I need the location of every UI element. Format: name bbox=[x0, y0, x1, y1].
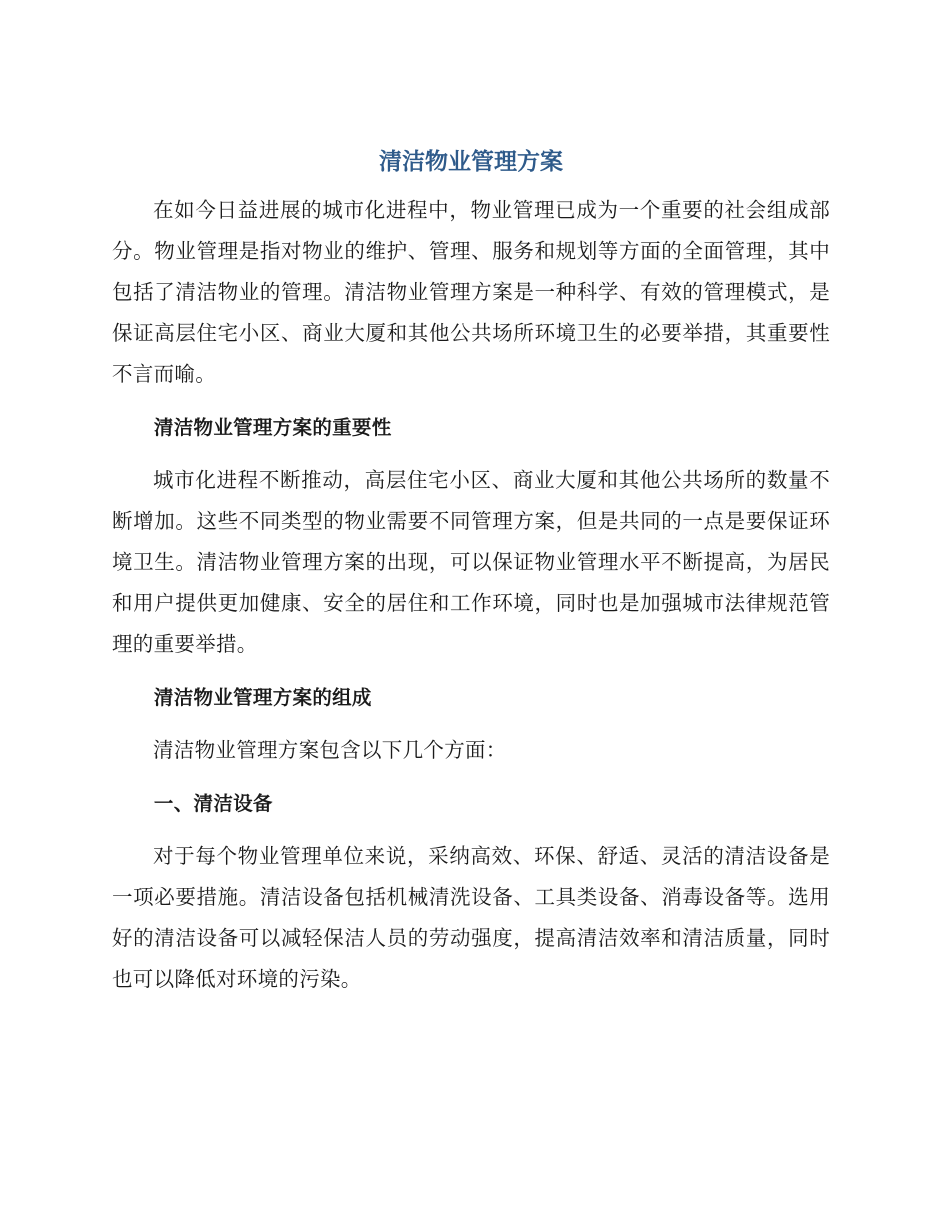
intro-paragraph: 在如今日益进展的城市化进程中，物业管理已成为一个重要的社会组成部分。物业管理是指对物业的维护、管理、服务和规划等方面的全面管理，其中包括了清洁物业的管理。清洁物业管理方案是一种科学、有效的管理模式，是保证高层住宅小区、商业大厦和其他公共场所环境卫生的必要举措，其重要性不言而喻。 bbox=[112, 198, 830, 386]
composition-paragraph: 清洁物业管理方案包含以下几个方面： bbox=[153, 738, 507, 762]
equipment-paragraph: 对于每个物业管理单位来说，采纳高效、环保、舒适、灵活的清洁设备是一项必要措施。清洁设备包括机械清洗设备、工具类设备、消毒设备等。选用好的清洁设备可以减轻保洁人员的劳动强度，提高清洁效率和清洁质量，同时也可以降低对环境的污染。 bbox=[112, 844, 830, 991]
section-heading-equipment: 一、清洁设备 bbox=[153, 792, 273, 815]
document-title: 清洁物业管理方案 bbox=[379, 149, 563, 175]
document-page bbox=[112, 142, 830, 1000]
importance-paragraph: 城市化进程不断推动，高层住宅小区、商业大厦和其他公共场所的数量不断增加。这些不同类型的物业需要不同管理方案，但是共同的一点是要保证环境卫生。清洁物业管理方案的出现，可以保证物业管理水平不断提高，为居民和用户提供更加健康、安全的居住和工作环境，同时也是加强城市法律规范管理的重要举措。 bbox=[112, 468, 830, 656]
section-heading-importance: 清洁物业管理方案的重要性 bbox=[153, 416, 392, 439]
section-heading-composition: 清洁物业管理方案的组成 bbox=[153, 686, 372, 709]
